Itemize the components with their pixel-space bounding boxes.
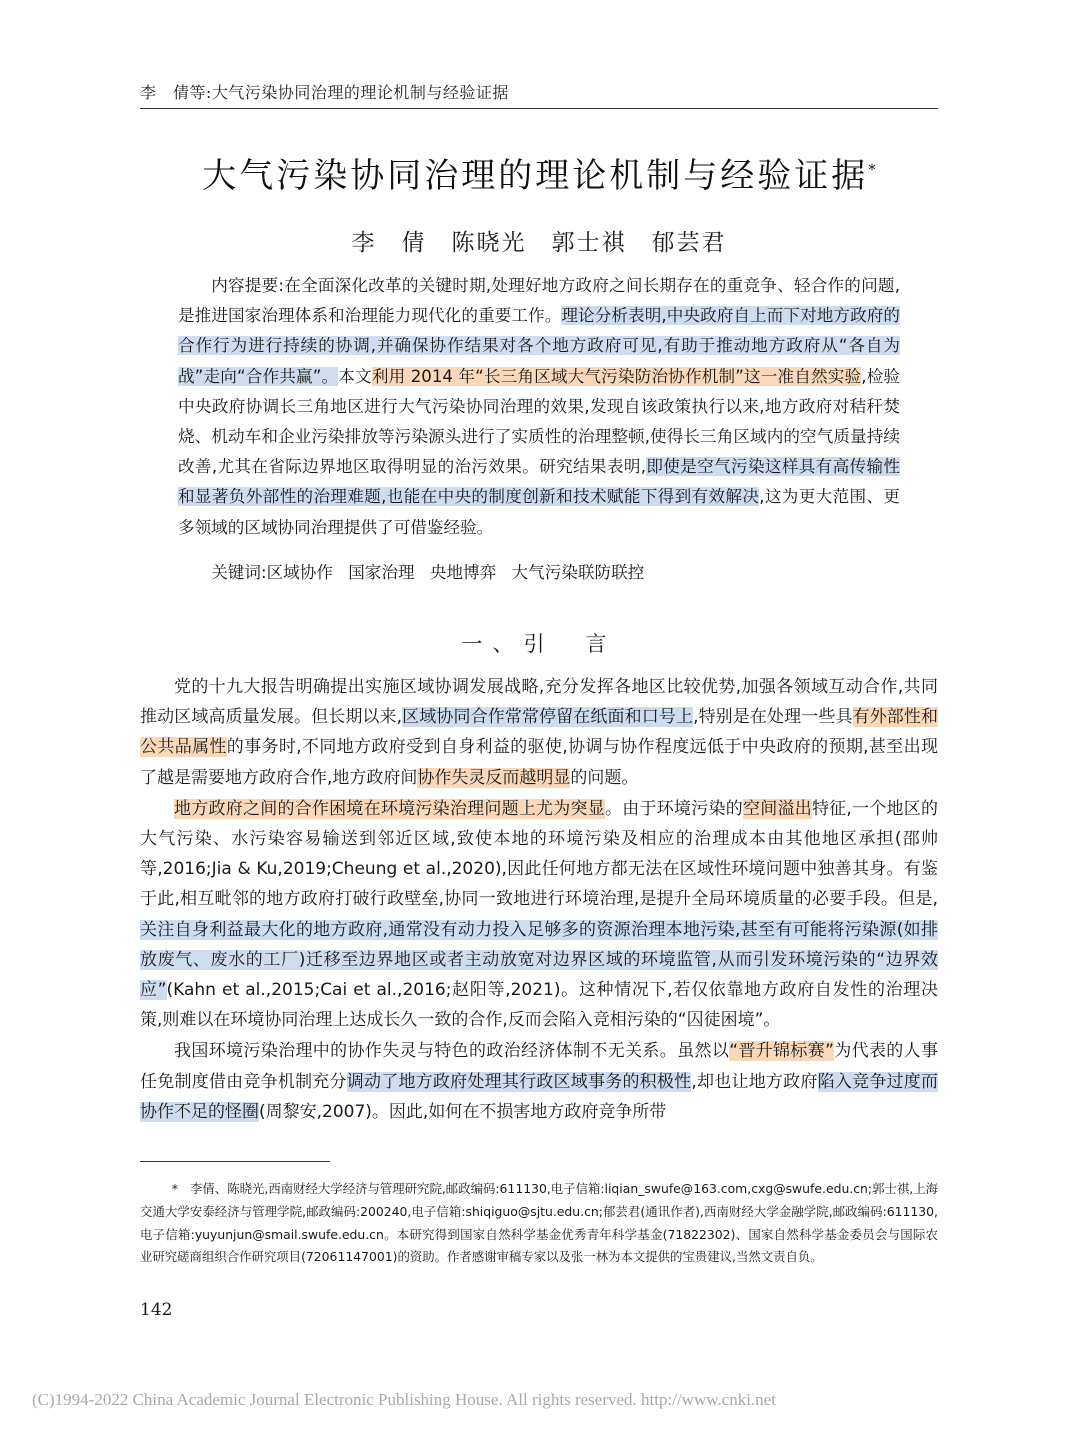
keywords-label: 关键词: — [211, 563, 267, 582]
abstract-text: 在全面深化改革的关键时期,处理好地方政府之间长期存在的重竞争、轻合作的问题,是推进国家治理体系和治理能力现代化的重要工作。 — [178, 276, 900, 326]
paragraph — [140, 794, 938, 1036]
text-run: 的事务时,不同地方政府受到自身利益的驱使,协调与协作程度远低于中央政府的预期,甚至出现了越是需要地方政府合作,地方政府间 — [140, 737, 939, 788]
body-text — [140, 672, 938, 1128]
text-run: 党的十九大报告明确提出实施区域协调发展战略,充分发挥各地区比较优势,加强各领域互动合作,共同推动区域高质量发展。但长期以来, — [140, 677, 938, 728]
page-number: 142 — [140, 1300, 173, 1320]
author-list: 李 倩 陈晓光 郭士祺 郁芸君 — [351, 230, 727, 256]
abstract-highlight: 利用 2014 年“长三角区域大气污染防治协作机制”这一准自然实验 — [371, 366, 862, 386]
footnote — [140, 1178, 938, 1269]
text-highlight: 空间溢出 — [742, 798, 812, 819]
paragraph — [140, 672, 938, 793]
text-run: ,却也让地方政府 — [691, 1071, 818, 1092]
footnote-mark: * — [171, 1181, 179, 1196]
abstract-label: 内容提要: — [211, 276, 285, 295]
section-heading: 一、引 言 — [461, 632, 617, 656]
abstract-text: 本文 — [338, 366, 372, 386]
keyword: 国家治理 — [348, 563, 415, 582]
text-run: 的问题。 — [570, 767, 639, 788]
text-highlight: 陷入竞争过度而协作不足的怪圈 — [140, 1071, 939, 1122]
text-highlight: “晋升锦标赛” — [729, 1041, 834, 1062]
text-run: 。由于环境污染的 — [605, 798, 743, 819]
keyword: 央地博弈 — [429, 563, 497, 582]
paragraph — [140, 1036, 938, 1127]
title-text: 大气污染协同治理的理论机制与经验证据 — [202, 156, 869, 196]
text-highlight: 区域协同合作常常停留在纸面和口号上 — [402, 707, 694, 728]
abstract-highlight: 理论分析表明,中央政府自上而下对地方政府的合作行为进行持续的协调,并确保协作结果对各个地方政府可见,有助于推动地方政府从“各自为战”走向“合作共赢”。 — [178, 306, 901, 386]
text-run: 我国环境污染治理中的协作失灵与特色的政治经济体制不无关系。虽然以 — [174, 1041, 730, 1062]
title-footnote-mark: * — [868, 160, 876, 179]
text-run: ,特别是在处理一些具 — [693, 707, 853, 728]
abstract-text: ,这为更大范围、更多领域的区域协同治理提供了可借鉴经验。 — [178, 487, 900, 537]
abstract-text: ,检验中央政府协调长三角地区进行大气污染协同治理的效果,发现自该政策执行以来,地方政府对秸秆焚烧、机动车和企业污染排放等污染源头进行了实质性的治理整顿,使得长三角区域内的空气质量持续改善,尤其在省际边界地区取得明显的治污效果。研究结果表明, — [178, 366, 901, 477]
text-run: 为代表的人事任免制度借由竞争机制充分 — [140, 1041, 939, 1092]
abstract-highlight: 即使是空气污染这样具有高传输性和显著负外部性的治理难题,也能在中央的制度创新和技术赋能下得到有效解决 — [178, 457, 900, 507]
text-run: (周黎安,2007)。因此,如何在不损害地方政府竞争所带 — [259, 1101, 667, 1122]
text-run: 特征,一个地区的大气污染、水污染容易输送到邻近区域,致使本地的环境污染及相应的治理成本由其他地区承担(邵帅等,2016;Jia & Ku,2019;Cheung et al.,2020),因此任何地方都无法在区域性环境问题中独善其身。有鉴于此,相互毗邻的地方政府打破行政壁垒,协同一致地进行环境治理,是提升全局环境质量的必要手段。但是, — [140, 798, 939, 910]
keyword: 大气污染联防联控 — [511, 563, 645, 582]
running-head: 李 倩等:大气污染协同治理的理论机制与经验证据 — [140, 83, 509, 102]
keyword: 区域协作 — [266, 563, 333, 582]
text-highlight: 地方政府之间的合作困境在环境污染治理问题上尤为突显 — [174, 798, 606, 819]
footnote-rule — [140, 1161, 330, 1162]
text-highlight: 调动了地方政府处理其行政区域事务的积极性 — [346, 1071, 692, 1092]
header-rule — [140, 108, 938, 109]
abstract — [178, 271, 900, 543]
text-highlight: 有外部性和公共品属性 — [140, 707, 939, 758]
text-highlight: 协作失灵反而越明显 — [417, 767, 571, 788]
text-highlight: 关注自身利益最大化的地方政府,通常没有动力投入足够多的资源治理本地污染,甚至有可能将污染源(如排放废气、废水的工厂)迁移至边界地区或者主动放宽对边界区域的环境监管,从而引发环境污染的“边界效应” — [140, 919, 938, 1001]
copyright-watermark: (C)1994-2022 China Academic Journal Electronic Publishing House. All rights reserved. http://www.cnki.net — [32, 1390, 776, 1409]
paper-title — [140, 148, 938, 197]
text-run: (Kahn et al.,2015;Cai et al.,2016;赵阳等,2021)。这种情况下,若仅依靠地方政府自发性的治理决策,则难以在环境协同治理上达成长久一致的合作,反而会陷入竞相污染的“囚徒困境”。 — [140, 980, 938, 1031]
keywords — [178, 558, 900, 588]
footnote-text: 李倩、陈晓光,西南财经大学经济与管理研究院,邮政编码:611130,电子信箱:liqian_swufe@163.com,cxg@swufe.edu.cn;郭士祺,上海交通大学安泰经济与管理学院,邮政编码:200240,电子信箱:shiqiguo@sjtu.edu.cn;郁芸君(通讯作者),西南财经大学金融学院,邮政编码:611130,电子信箱:yuyunjun@smail.swufe.edu.cn。本研究得到国家自然科学基金优秀青年科学基金(71822302)、国家自然科学基金委员会与国际农业研究磋商组织合作研究项目(72061147001)的资助。作者感谢审稿专家以及张一林为本文提供的宝贵建议,当然文责自负。 — [140, 1181, 938, 1265]
